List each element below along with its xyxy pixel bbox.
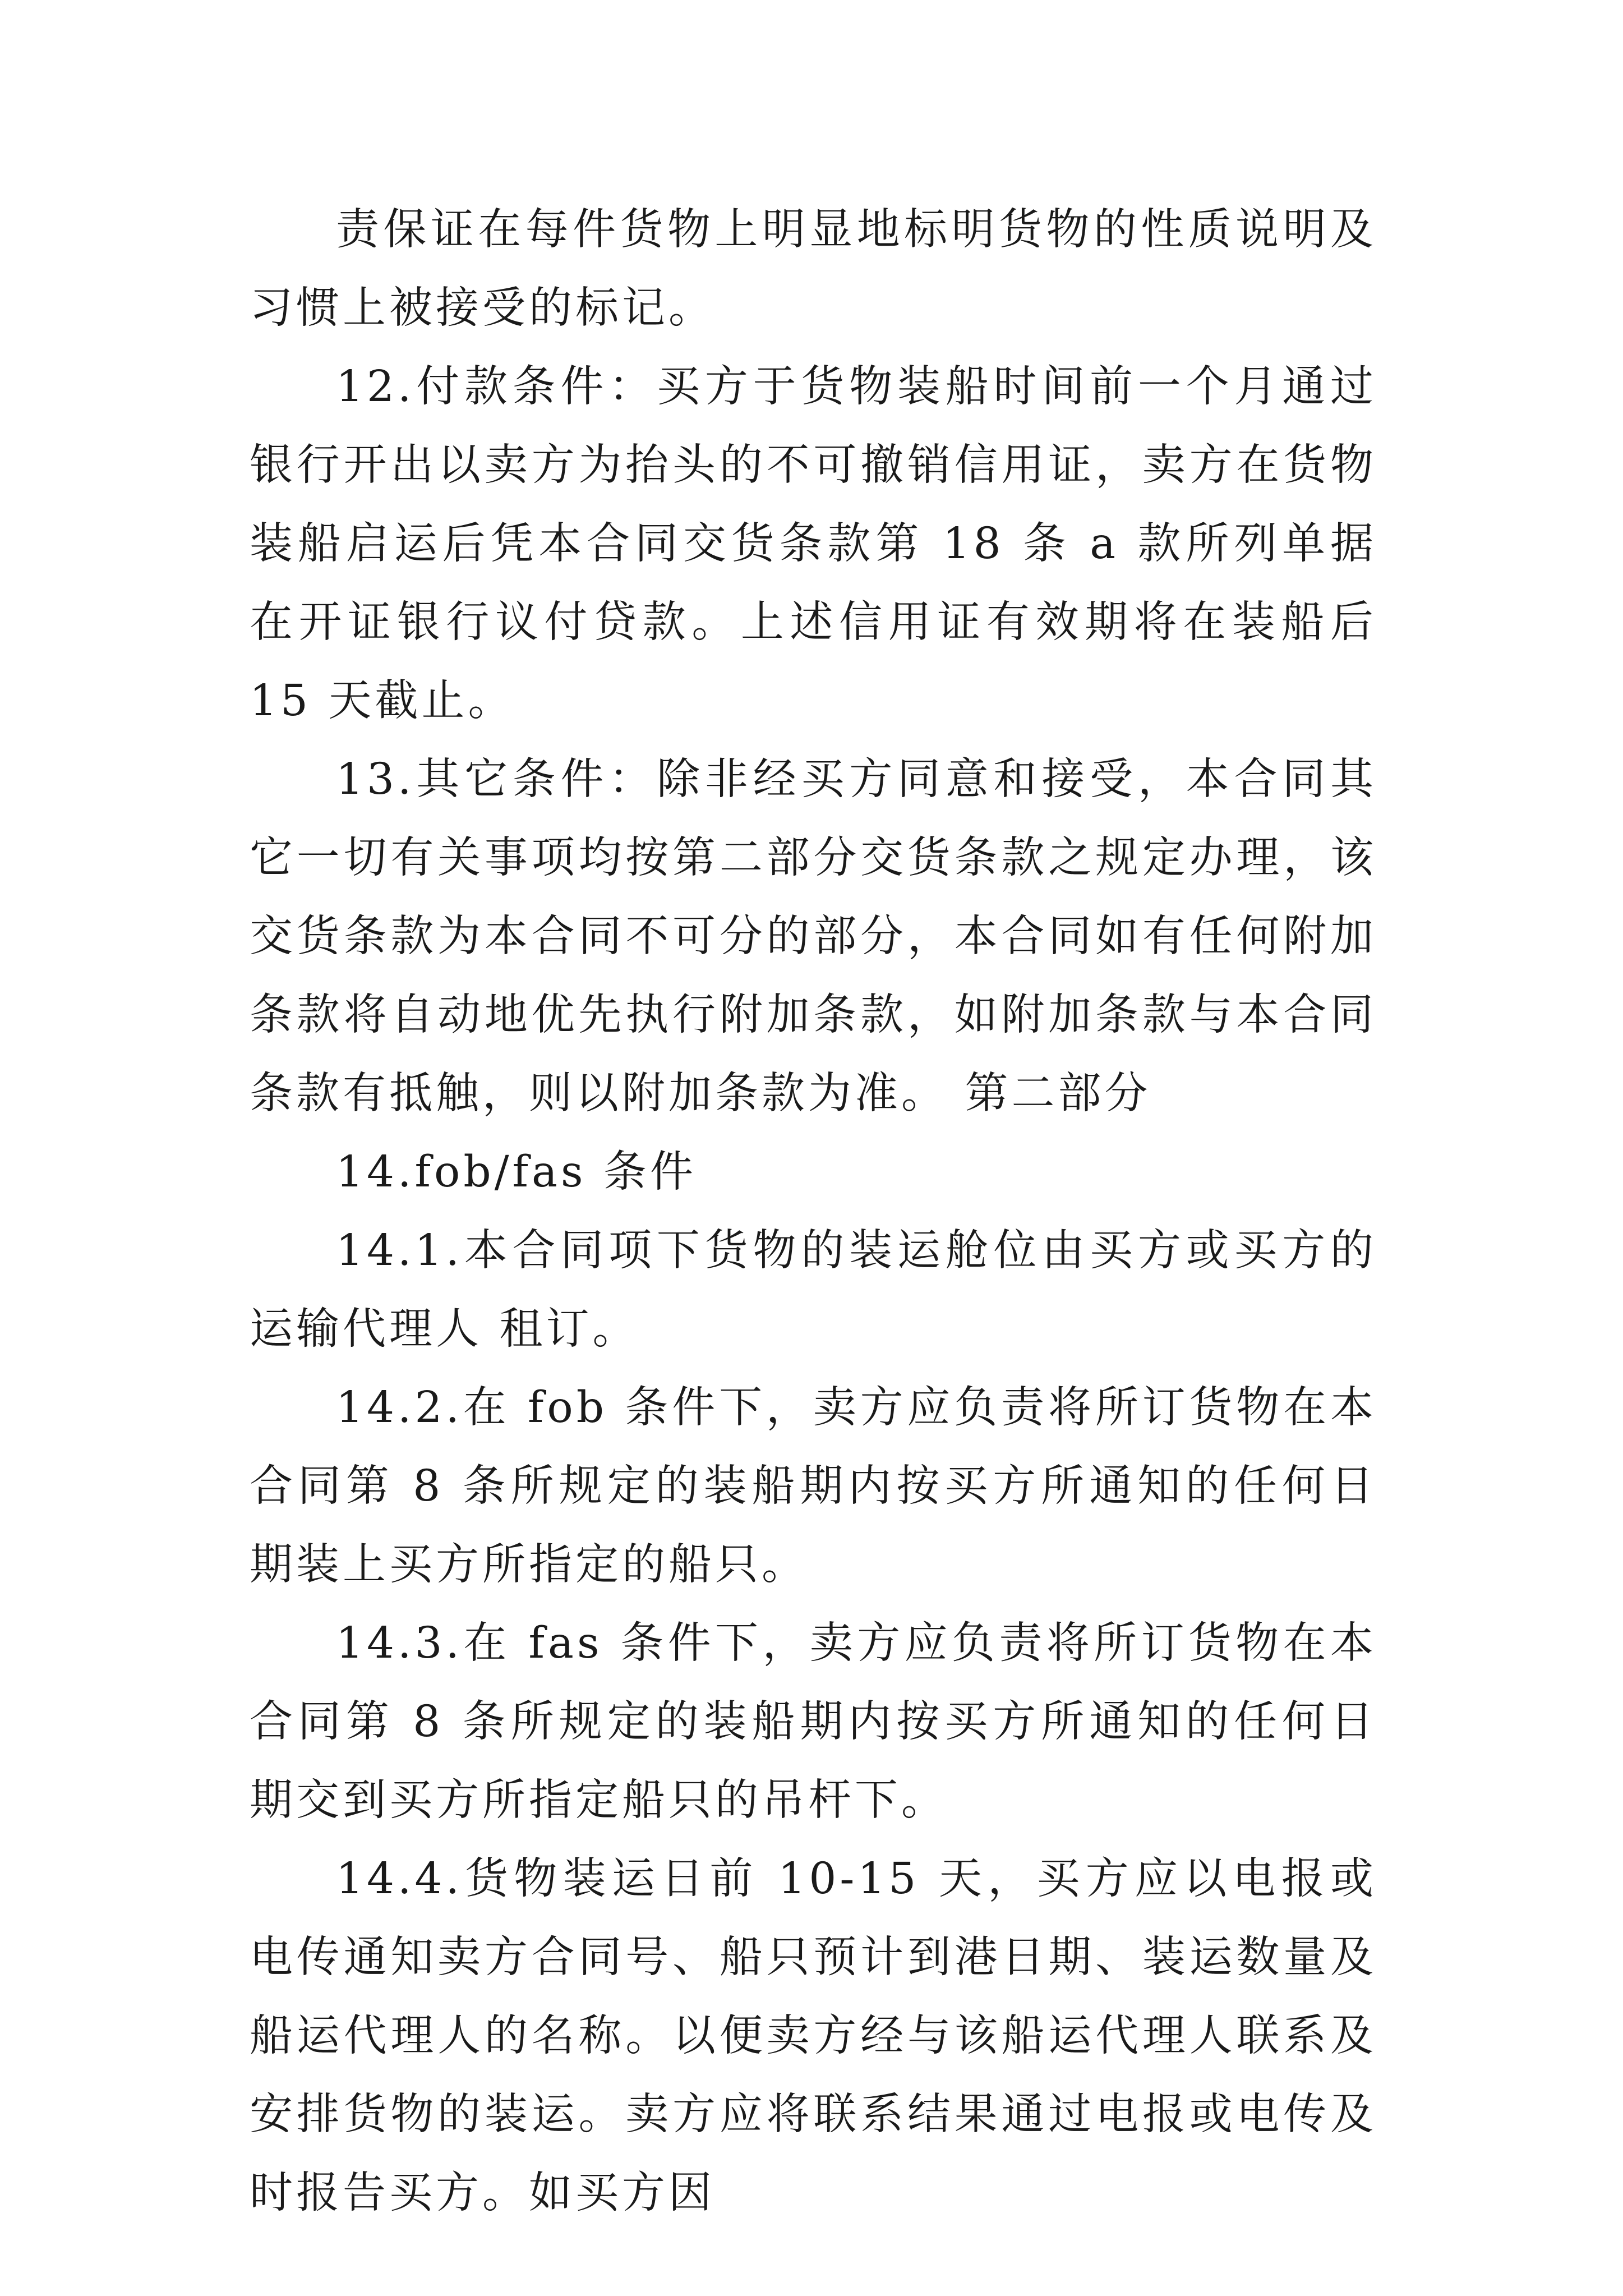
document-body	[250, 191, 1377, 2233]
paragraph-14-1: 14.1.本合同项下货物的装运舱位由买方或买方的运输代理人 租订。	[250, 1226, 1377, 1354]
paragraph-marking-clause: 责保证在每件货物上明显地标明货物的性质说明及习惯上被接受的标记。	[250, 205, 1377, 333]
paragraph-other-terms: 13.其它条件：除非经买方同意和接受，本合同其它一切有关事项均按第二部分交货条款之规定办理，该交货条款为本合同不可分的部分，本合同如有任何附加条款将自动地优先执行附加条款，如附加条款与本合同条款有抵触，则以附加条款为准。 第二部分	[250, 754, 1377, 1119]
paragraph-14-4: 14.4.货物装运日前 10-15 天，买方应以电报或电传通知卖方合同号、船只预计到港日期、装运数量及船运代理人的名称。以便卖方经与该船运代理人联系及安排货物的装运。卖方应将联系结果通过电报或电传及时报告买方。如买方因	[250, 1854, 1377, 2218]
paragraph-payment-terms: 12.付款条件：买方于货物装船时间前一个月通过 银行开出以卖方为抬头的不可撤销信用证，卖方在货物装船启运后凭本合同交货条款第 18 条 a 款所列单据在开证银行议付贷款。上述信用证有效期将在装船后 15 天截止。	[250, 362, 1377, 726]
paragraph-14-2: 14.2.在 fob 条件下，卖方应负责将所订货物在本合同第 8 条所规定的装船期内按买方所通知的任何日期装上买方所指定的船只。	[250, 1383, 1377, 1590]
paragraph-fob-fas-heading: 14.fob/fas 条件	[336, 1147, 697, 1197]
paragraph-14-3: 14.3.在 fas 条件下，卖方应负责将所订货物在本合同第 8 条所规定的装船期内按买方所通知的任何日期交到买方所指定船只的吊杆下。	[250, 1618, 1377, 1825]
